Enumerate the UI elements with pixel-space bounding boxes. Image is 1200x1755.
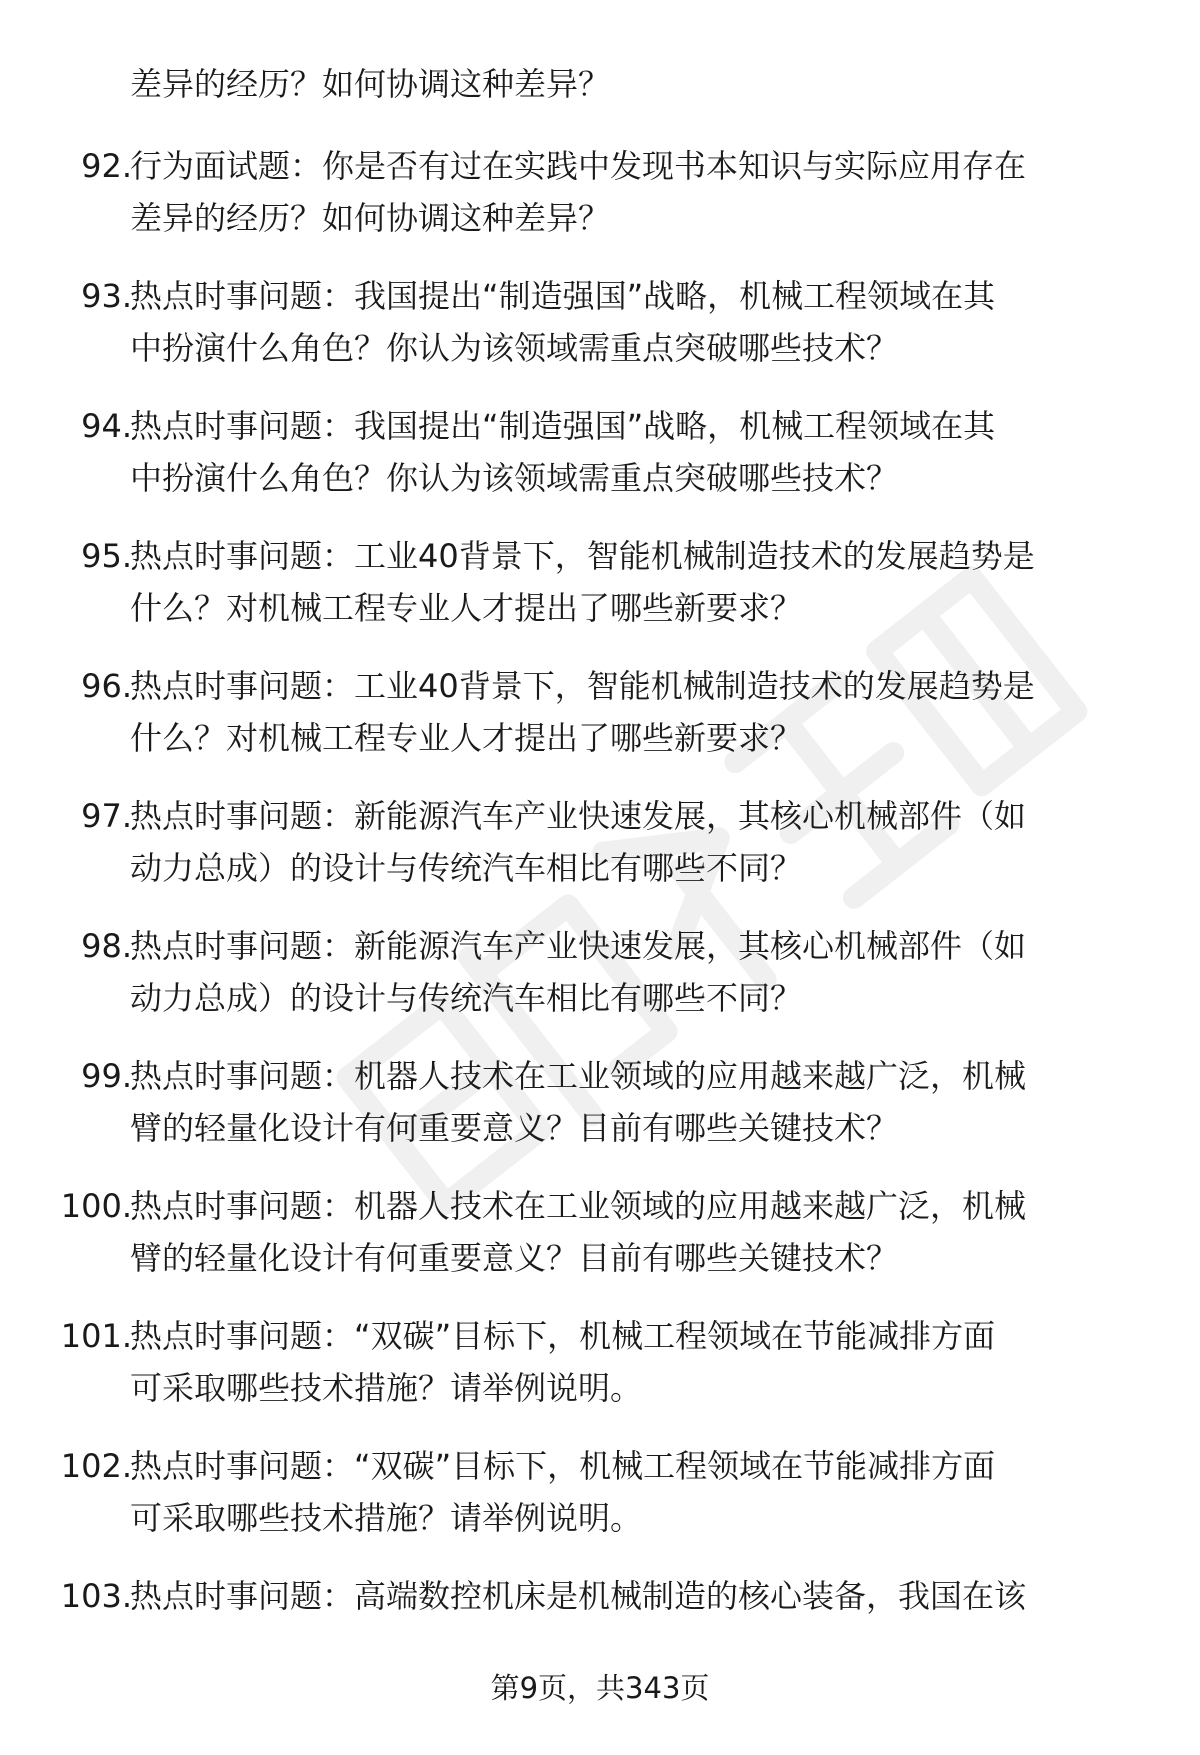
question-text — [130, 140, 1150, 244]
question-text — [130, 790, 1150, 894]
question-number: 97. — [81, 797, 132, 835]
question-text-line: 什么？对机械工程专业人才提出了哪些新要求？ — [130, 589, 803, 627]
question-number: 102. — [60, 1447, 132, 1485]
question-text-line: 可采取哪些技术措施？请举例说明。 — [130, 1369, 643, 1407]
question-text-line: 热点时事问题：我国提出“制造强国”战略，机械工程领域在其 — [130, 277, 996, 315]
question-text-line: 热点时事问题：“双碳”目标下，机械工程领域在节能减排方面 — [130, 1447, 996, 1485]
question-text-line: 动力总成）的设计与传统汽车相比有哪些不同？ — [130, 849, 803, 887]
question-text — [130, 530, 1150, 634]
question-item — [0, 660, 1200, 790]
question-number: 101. — [60, 1317, 132, 1355]
question-item — [0, 1050, 1200, 1180]
question-number: 100. — [60, 1187, 132, 1225]
question-number: 96. — [81, 667, 132, 705]
question-text — [130, 270, 1150, 374]
question-text-line: 臂的轻量化设计有何重要意义？目前有哪些关键技术？ — [130, 1239, 899, 1277]
question-text-line: 中扮演什么角色？你认为该领域需重点突破哪些技术？ — [130, 459, 899, 497]
question-text — [130, 660, 1150, 764]
question-item — [0, 140, 1200, 270]
question-number: 93. — [81, 277, 132, 315]
question-text — [130, 920, 1150, 1024]
question-text-line: 差异的经历？如何协调这种差异？ — [130, 199, 611, 237]
question-text-line: 行为面试题：你是否有过在实践中发现书本知识与实际应用存在 — [130, 147, 1027, 185]
question-list — [0, 140, 1200, 1700]
page-number-footer: 第9页，共343页 — [490, 1671, 710, 1705]
question-text-line: 热点时事问题：“双碳”目标下，机械工程领域在节能减排方面 — [130, 1317, 996, 1355]
question-number: 92. — [81, 147, 132, 185]
question-text-line: 热点时事问题：我国提出“制造强国”战略，机械工程领域在其 — [130, 407, 996, 445]
question-item — [0, 1180, 1200, 1310]
question-text-line: 热点时事问题：机器人技术在工业领域的应用越来越广泛，机械 — [130, 1057, 1027, 1095]
question-text-line: 热点时事问题：新能源汽车产业快速发展，其核心机械部件（如 — [130, 927, 1027, 965]
question-item — [0, 920, 1200, 1050]
question-number: 94. — [81, 407, 132, 445]
question-number: 99. — [81, 1057, 132, 1095]
question-item — [0, 1310, 1200, 1440]
question-text-line: 动力总成）的设计与传统汽车相比有哪些不同？ — [130, 979, 803, 1017]
question-text — [130, 400, 1150, 504]
question-text — [130, 1180, 1150, 1284]
question-text — [130, 1310, 1150, 1414]
question-number: 95. — [81, 537, 132, 575]
question-item — [0, 530, 1200, 660]
question-item — [0, 1440, 1200, 1570]
question-item — [0, 790, 1200, 920]
question-text-line: 什么？对机械工程专业人才提出了哪些新要求？ — [130, 719, 803, 757]
question-number: 98. — [81, 927, 132, 965]
question-item — [0, 270, 1200, 400]
question-text-line: 热点时事问题：机器人技术在工业领域的应用越来越广泛，机械 — [130, 1187, 1027, 1225]
question-text-line: 热点时事问题：工业40背景下，智能机械制造技术的发展趋势是 — [130, 667, 1035, 705]
question-text-line: 热点时事问题：新能源汽车产业快速发展，其核心机械部件（如 — [130, 797, 1027, 835]
question-number: 103. — [60, 1577, 132, 1615]
question-text-line: 臂的轻量化设计有何重要意义？目前有哪些关键技术？ — [130, 1109, 899, 1147]
question-text-line: 热点时事问题：工业40背景下，智能机械制造技术的发展趋势是 — [130, 537, 1035, 575]
question-text-line: 热点时事问题：高端数控机床是机械制造的核心装备，我国在该 — [130, 1577, 1027, 1615]
question-item — [0, 400, 1200, 530]
question-text — [130, 1570, 1150, 1622]
continued-question-text: 差异的经历？如何协调这种差异？ — [130, 65, 611, 103]
question-text — [130, 1440, 1150, 1544]
question-text — [130, 1050, 1150, 1154]
question-text-line: 中扮演什么角色？你认为该领域需重点突破哪些技术？ — [130, 329, 899, 367]
question-text-line: 可采取哪些技术措施？请举例说明。 — [130, 1499, 643, 1537]
